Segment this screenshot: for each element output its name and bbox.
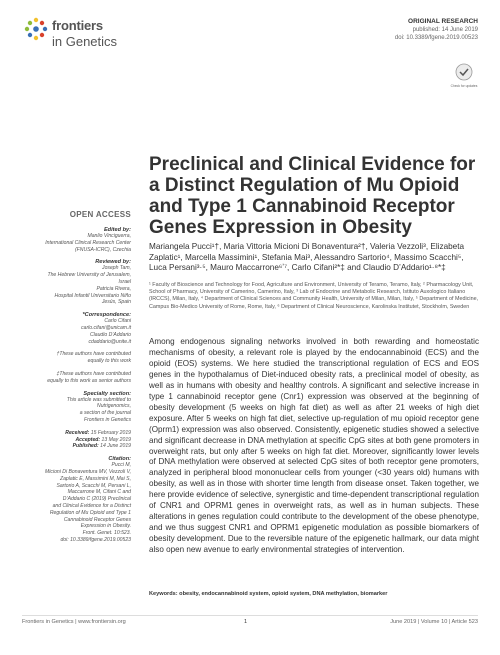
article-meta [395,18,478,42]
citation: Pucci M, Micioni Di Bonaventura MV, Vezzoli V, Zaplatic E, Massimini M, Mai S, Sartorio A, Scacchi M, Persani L, Maccarrone M, Cifani C and D’Addario C (2019) Preclinical and Clinical Evidence for a Distinct Regulation of Mu Opioid and Type 1 Cannabinoid Receptor Genes Expression in Obesity. Front. Genet. 10:523. doi: 10.3389/fgene.2019.00523 [45,462,131,543]
journal-logo [22,14,132,54]
accepted-row [18,437,131,444]
page-footer [22,619,478,629]
reviewed-by: Joseph Tam, The Hebrew University of Jerusalem, Israel Patricia Rivera, Hospital Infantil Universitario Niño Jesús, Spain [47,265,131,306]
correspondence[interactable]: Carlo Cifani carlo.cifani@unicam.it Claudio D’Addario cdaddario@unite.it [81,318,131,345]
footer-divider [22,615,478,616]
published-label: Published: [72,443,99,450]
received-date: 15 February 2019 [90,429,131,436]
check-updates-icon [452,62,476,90]
specialty-section: This article was submitted to Nutrigenomics, a section of the journal Frontiers in Genetics [66,396,131,423]
keywords-label: Keywords: [149,591,178,597]
accepted-date: 13 May 2019 [101,436,131,443]
keywords-text: obesity, endocannabinoid system, opioid system, DNA methylation, biomarker [179,591,388,597]
keywords [149,591,479,597]
logo-text-journal: in Genetics [52,34,118,49]
abstract: Among endogenous signaling networks involved in both rewarding and homeostatic mechanisms of obesity, a relevant role is played by the endocannabinoid (ECS) and the opioid (EOS) systems. We here studied the transcriptional regulation of ECS and EOS genes in the hypothalamus of Diet-induced obesity rats, a preclinical model of obesity, as well as in humans with obesity and healthy controls. A significant and selective increase in type 1 cannabinoid receptor gene (Cnr1) expression was observed at the beginning of obesity development (5 weeks on high fat diet) as well as after 21 weeks of high diet exposure. After 5 weeks on high fat diet, selective up-regulation of mu opioid receptor gene (Oprm1) expression was also observed. Consistently, epigenetic studies showed a selective and significant decrease in DNA methylation at specific CpG sites at both gene promoters in overweight rats, but only after 5 weeks on high fat diet. Moreover, significantly lower levels of DNA methylation were observed at selected CpG sites of both receptor gene promoters, analyzed in peripheral blood mononuclear cells from younger (<30 years old) humans with obesity, as well as in those with shorter time length from disease onset. Taken together, we here provide evidence of selective, synergistic and time-dependent transcriptional regulation of CNR1 and OPRM1 genes in overweight rats, as well as in human subjects. These alterations in genes regulation could contribute to the development of the obese phenotype, and we thus suggest CNR1 and OPRM1 epigenetic modulation as possible biomarkers of obesity development. Due to the reversible nature of the epigenetic hallmark, our data might also open new avenue to early environmental strategies of intervention. [149,337,479,555]
accepted-label: Accepted: [75,436,101,443]
reviewed-by-label: Reviewed by: [95,259,131,266]
check-for-updates-button[interactable] [452,62,476,90]
specialty-label: Specialty section: [83,390,131,397]
footer-journal[interactable]: Frontiers in Genetics | www.frontiersin.org [22,619,126,625]
logo-text-frontiers: frontiers [52,18,103,33]
received-row [18,430,131,437]
author-list: Mariangela Pucci¹†, Maria Vittoria Micioni Di Bonaventura²†, Valeria Vezzoli³, Elizabeta Zaplatic¹, Marcella Massimini¹, Stefania Mai³, Alessandro Sartorio⁴, Massimo Scacchi⁵, Luca Persani³·⁵, Mauro Maccarrone⁶ʼ⁷, Carlo Cifani²*‡ and Claudio D’Addario¹·⁸*‡ [149,242,465,273]
senior-authors-note: ‡These authors have contributed equally to this work as senior authors [47,370,131,384]
svg-text:Check for updates: Check for updates [450,84,478,88]
article-title: Preclinical and Clinical Evidence for a Distinct Regulation of Mu Opioid and Type 1 Cannabinoid Receptor Genes Expression in Obesity [149,154,476,238]
frontiers-logo-icon [22,16,50,44]
edited-by-label: Edited by: [103,227,131,233]
footer-issue: June 2019 | Volume 10 | Article 523 [390,619,478,625]
page-number: 1 [244,619,248,625]
published-date: published: 14 June 2019 [412,27,478,33]
correspondence-label: *Correspondence: [82,312,131,319]
open-access-label: OPEN ACCESS [69,210,131,219]
doi[interactable]: doi: 10.3389/fgene.2019.00523 [394,35,478,41]
sidebar [18,210,131,544]
published-row [18,443,131,450]
article-type: ORIGINAL RESEARCH [408,18,478,25]
published-date-sidebar: 14 June 2019 [100,443,131,450]
received-label: Received: [65,429,90,436]
citation-label: Citation: [108,456,131,463]
equal-contribution-note: †These authors have contributed equally to this work [56,351,131,365]
edited-by: Manlio Vinciguerra, International Clinical Research Center (FNUSA-ICRC), Czechia [45,233,131,253]
affiliations: ¹ Faculty of Bioscience and Technology for Food, Agriculture and Environment, University of Teramo, Teramo, Italy, ² Pharmacology Unit, School of Pharmacy, University of Camerino, Camerino, Italy, ³ Lab of Endocrine and Metabolic Research, Istituto Auxologico Italiano (IRCCS), Milan, Italy, ⁴ Department of Clinical Sciences and Community Health, University of Milan, Milan, Italy, ⁵ Department of Medicine, Campus Bio-Medico University of Rome, Rome, Italy, ⁶ Department of Clinical Neuroscience, Karolinska Institutet, Stockholm, Sweden [149,282,479,310]
